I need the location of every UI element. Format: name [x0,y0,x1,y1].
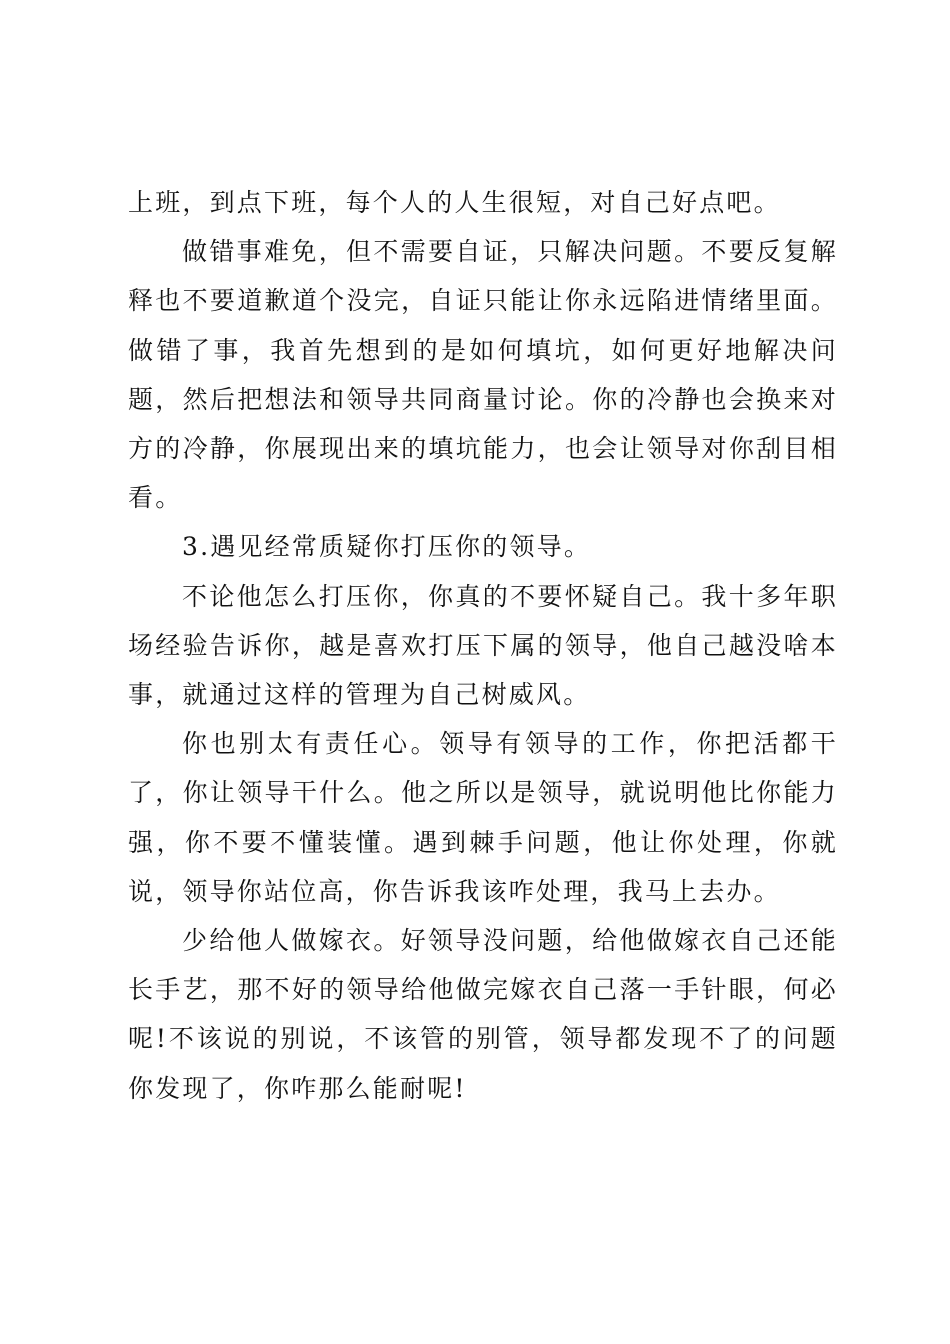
paragraph-continuation: 上班，到点下班，每个人的人生很短，对自己好点吧。 [128,188,781,217]
section-heading-3: 3.遇见经常质疑你打压你的领导。 [182,532,592,562]
paragraph-wedding-dress: 少给他人做嫁衣。好领导没问题，给他做嫁衣自己还能长手艺，那不好的领导给他做完嫁衣自己落一手针眼，何必呢!不该说的别说，不该管的别管，领导都发现不了的问题你发现了，你咋那么能耐呢! [128,926,838,1103]
paragraph-responsibility: 你也别太有责任心。领导有领导的工作，你把活都干了，你让领导干什么。他之所以是领导，就说明他比你能力强，你不要不懂装懂。遇到棘手问题，他让你处理，你就说，领导你站位高，你告诉我该咋处理，我马上去办。 [128,729,838,906]
paragraph-self-doubt: 不论他怎么打压你，你真的不要怀疑自己。我十多年职场经验告诉你，越是喜欢打压下属的领导，他自己越没啥本事，就通过这样的管理为自己树威风。 [128,581,838,710]
body-text [128,178,838,1113]
paragraph-mistakes: 做错事难免，但不需要自证，只解决问题。不要反复解释也不要道歉道个没完，自证只能让你永远陷进情绪里面。做错了事，我首先想到的是如何填坑，如何更好地解决问题，然后把想法和领导共同商量讨论。你的冷静也会换来对方的冷静，你展现出来的填坑能力，也会让领导对你刮目相看。 [128,237,838,513]
